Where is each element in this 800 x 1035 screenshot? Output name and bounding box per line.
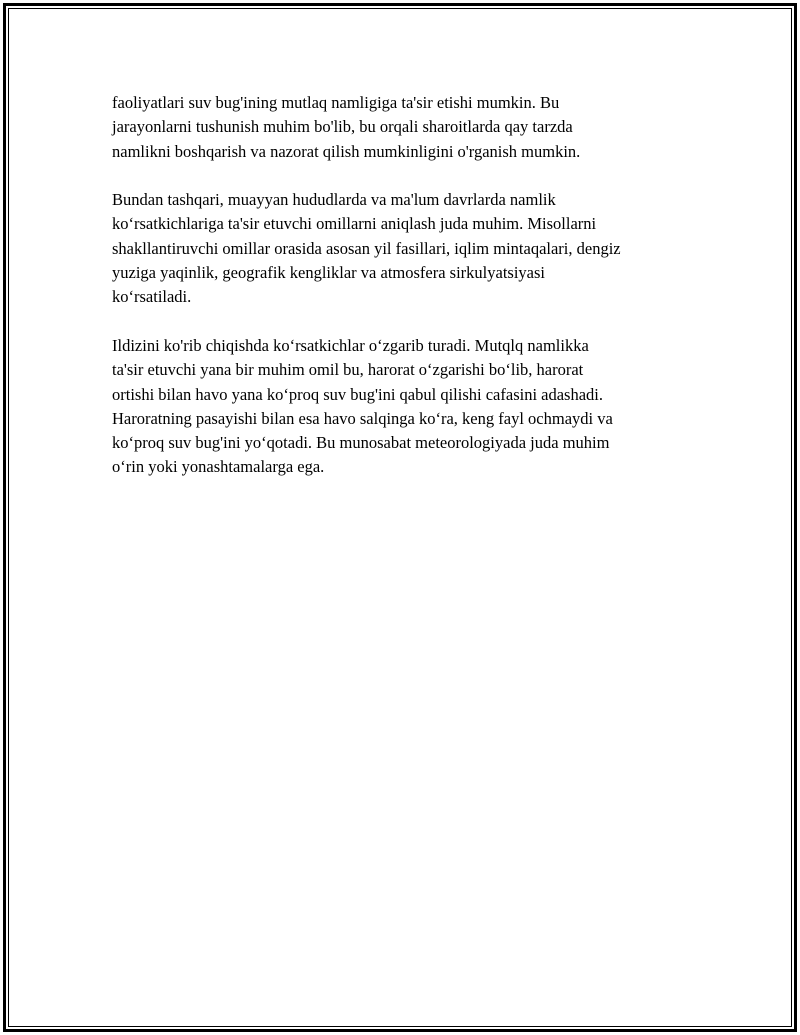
text-line: koʻrsatiladi. xyxy=(112,287,192,307)
paragraph-3 xyxy=(112,334,692,480)
text-line: Haroratning pasayishi bilan esa havo salqinga koʻra, keng fayl ochmaydi va xyxy=(112,408,613,428)
text-line: Ildizini ko'rib chiqishda koʻrsatkichlar oʻzgarib turadi. Mutqlq namlikka xyxy=(112,335,589,355)
document-body xyxy=(112,91,692,504)
text-line: koʻproq suv bug'ini yoʻqotadi. Bu munosabat meteorologiyada juda muhim xyxy=(112,433,610,453)
paragraph-2 xyxy=(112,188,692,309)
paragraph-1 xyxy=(112,91,692,164)
text-line: faoliyatlari suv bug'ining mutlaq namligiga ta'sir etishi mumkin. Bu xyxy=(112,93,560,112)
text-line: ortishi bilan havo yana koʻproq suv bug'ini qabul qilishi cafasini adashadi. xyxy=(112,384,604,404)
text-line: namlikni boshqarish va nazorat qilish mumkinligini o'rganish mumkin. xyxy=(112,141,581,161)
text-line: jarayonlarni tushunish muhim bo'lib, bu orqali sharoitlarda qay tarzda xyxy=(112,117,573,137)
text-line: oʻrin yoki yonashtamalarga ega. xyxy=(112,457,325,477)
text-line: shakllantiruvchi omillar orasida asosan yil fasillari, iqlim mintaqalari, dengiz xyxy=(112,238,621,258)
text-line: koʻrsatkichlariga ta'sir etuvchi omillarni aniqlash juda muhim. Misollarni xyxy=(112,214,597,234)
text-line: ta'sir etuvchi yana bir muhim omil bu, harorat oʻzgarishi boʻlib, harorat xyxy=(112,360,584,380)
text-line: yuziga yaqinlik, geografik kengliklar va atmosfera sirkulyatsiyasi xyxy=(112,263,545,283)
text-line: Bundan tashqari, muayyan hududlarda va ma'lum davrlarda namlik xyxy=(112,190,556,210)
